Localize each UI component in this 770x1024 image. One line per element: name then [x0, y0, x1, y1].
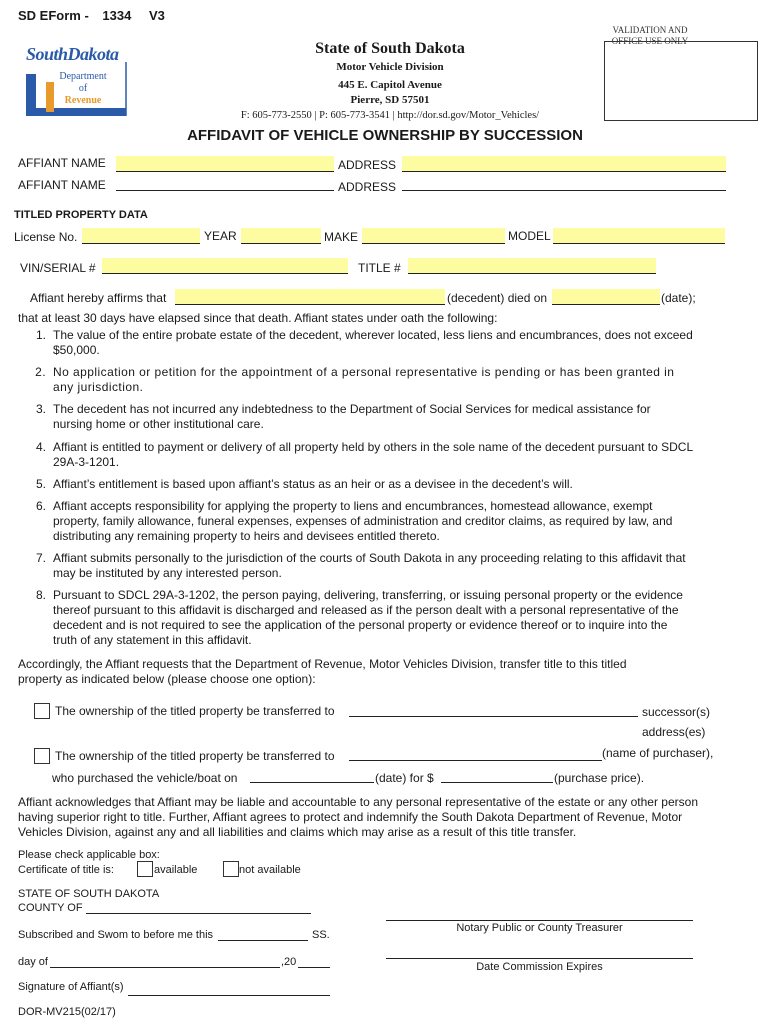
property-section-title: TITLED PROPERTY DATA [14, 209, 148, 221]
decedent-name-field[interactable] [175, 289, 445, 305]
statement-7-text: Affiant submits personally to the jurisdiction of the courts of South Dakota in any proceeding relating to this affidavit that may be instituted by any interested person. [53, 551, 686, 580]
certificate-label: Certificate of title is: [18, 864, 114, 876]
notary-state: STATE OF SOUTH DAKOTA [18, 888, 160, 900]
make-label: MAKE [324, 230, 359, 244]
form-prefix: SD EForm - [18, 8, 89, 23]
affiant-name-label-2: AFFIANT NAME [18, 178, 106, 192]
option-successor-text: The ownership of the titled property be transferred to [55, 704, 335, 718]
option-purchaser-text: The ownership of the titled property be transferred to [55, 749, 335, 763]
license-label: License No. [14, 230, 78, 244]
subscribed-day-field[interactable] [218, 940, 308, 941]
purchaser-label: (name of purchaser), [602, 746, 714, 760]
vin-field[interactable] [102, 258, 348, 274]
logo-dept-line1: Department [59, 71, 107, 82]
commission-label: Date Commission Expires [476, 961, 603, 973]
acknowledgement-text: Affiant acknowledges that Affiant may be liable and accountable to any personal representative of the estate or any other person having superior right to title. Further, Affiant agrees to protect and indemnify the South Dakota Department of Revenue, Motor Vehicles Division, against any and all liabilities and claims which may arise as a result of this title transfer. [18, 795, 698, 839]
contact-line: F: 605-773-2550 | P: 605-773-3541 | http://dor.sd.gov/Motor_Vehicles/ [240, 110, 540, 121]
statement-2-number: 2. [35, 365, 46, 379]
statement-3-text: The decedent has not incurred any indebtedness to the Department of Social Services for medical assistance for nursing home or other institutional care. [53, 402, 651, 431]
statement-6-text: Affiant accepts responsibility for applying the property to liens and encumbrances, homestead allowance, exempt property, family allowance, funeral expenses, expenses of administration and creditor claims, as required by law, and distributing any remaining property to heirs and devisees entitled thereto. [53, 499, 673, 543]
statement-5-number: 5. [35, 477, 46, 491]
division-name: Motor Vehicle Division [336, 61, 444, 73]
purchase-price-label: (purchase price). [554, 771, 645, 785]
notary-label: Notary Public or County Treasurer [456, 922, 623, 934]
address-field-2[interactable] [402, 190, 726, 191]
statement-8-number: 8. [35, 588, 46, 602]
death-date-field[interactable] [552, 289, 660, 305]
validation-label-line1: VALIDATION AND [612, 25, 688, 35]
affiant-name-field-1[interactable] [116, 156, 334, 172]
statement-7-number: 7. [35, 551, 46, 565]
statement-8-text: Pursuant to SDCL 29A-3-1202, the person paying, delivering, transferring, or issuing personal property or the evidence thereof pursuant to this affidavit is discharged and released as if the person dealt with a personal representative of the decedent and is not required to see the application of the personal property or evidence thereof or to inquire into the truth of any statement in this affidavit. [53, 588, 683, 647]
make-field[interactable] [362, 228, 505, 244]
form-title: AFFIDAVIT OF VEHICLE OWNERSHIP BY SUCCESSION [187, 127, 583, 144]
form-code: DOR-MV215(02/17) [18, 1006, 116, 1018]
form-number: 1334 [102, 8, 132, 23]
division-city: Pierre, SD 57501 [350, 94, 430, 106]
logo-wordmark: SouthDakota [26, 44, 119, 64]
license-field[interactable] [82, 228, 200, 244]
statement-3-number: 3. [35, 402, 46, 416]
statement-4-text: Affiant is entitled to payment or delivery of all property held by others in the sole name of the decedent pursuant to SDCL 29A-3-1201. [53, 440, 693, 469]
address-label-1: ADDRESS [338, 158, 397, 172]
certificate-not-available-checkbox[interactable] [223, 861, 239, 877]
statement-1-number: 1. [35, 328, 46, 342]
address-es-label: address(es) [642, 725, 706, 739]
form-id [18, 8, 165, 23]
purchase-date-field[interactable] [250, 782, 374, 783]
ss-label: SS. [312, 929, 330, 941]
affirmation-line2: that at least 30 days have elapsed since that death. Affiant states under oath the following: [18, 311, 498, 325]
signature-field[interactable] [128, 995, 330, 996]
certificate-available-label: available [154, 864, 198, 876]
request-text: Accordingly, the Affiant requests that the Department of Revenue, Motor Vehicles Division, transfer title to this titled property as indicated below (please choose one option): [18, 657, 627, 686]
successor-label: successor(s) [642, 705, 711, 719]
statement-6-number: 6. [35, 499, 46, 513]
affiant-name-label-1: AFFIANT NAME [18, 156, 106, 170]
county-field[interactable] [86, 913, 311, 914]
logo-dept-line3: Revenue [64, 95, 102, 106]
signature-label: Signature of Affiant(s) [18, 981, 124, 993]
commission-line[interactable] [386, 958, 693, 959]
address-label-2: ADDRESS [338, 180, 397, 194]
vin-label: VIN/SERIAL # [20, 261, 96, 275]
logo-dept-line2: of [78, 83, 88, 94]
option-successor-checkbox[interactable] [34, 703, 50, 719]
successor-name-field[interactable] [349, 716, 638, 717]
date-label: (date); [661, 291, 696, 305]
day-of-month-field[interactable] [50, 967, 280, 968]
statement-2-text: No application or petition for the appointment of a personal representative is pending or has been granted in any jurisdiction. [53, 365, 675, 394]
logo-department-text [50, 71, 116, 107]
affiant-name-field-2[interactable] [116, 190, 334, 191]
decedent-label: (decedent) died on [447, 291, 548, 305]
purchase-date-label: (date) for $ [375, 771, 434, 785]
title-label: TITLE # [358, 261, 401, 275]
purchase-prefix: who purchased the vehicle/boat on [52, 771, 238, 785]
office-use-box [604, 41, 758, 121]
certificate-instruction: Please check applicable box: [18, 849, 160, 861]
year-prefix-label: ,20 [281, 956, 297, 968]
notary-signature-line[interactable] [386, 920, 693, 921]
subscribed-label: Subscribed and Swom to before me this [18, 929, 214, 941]
certificate-available-checkbox[interactable] [137, 861, 153, 877]
model-label: MODEL [508, 229, 551, 243]
validation-label-line2: OFFICE USE ONLY [611, 36, 689, 46]
address-field-1[interactable] [402, 156, 726, 172]
option-purchaser-checkbox[interactable] [34, 748, 50, 764]
state-title: State of South Dakota [315, 40, 465, 57]
statement-1-text: The value of the entire probate estate of the decedent, wherever located, less liens and encumbrances, does not exceed $50,000. [53, 328, 693, 357]
year-label: YEAR [204, 229, 237, 243]
year-field[interactable] [241, 228, 321, 244]
statement-5-text: Affiant’s entitlement is based upon affiant’s status as an heir or as a devisee in the decedent’s will. [53, 477, 573, 491]
purchaser-name-field[interactable] [349, 760, 602, 761]
form-version: V3 [148, 8, 165, 23]
division-address: 445 E. Capitol Avenue [338, 79, 442, 91]
department-logo [22, 42, 130, 118]
purchase-price-field[interactable] [441, 782, 553, 783]
statement-4-number: 4. [35, 440, 46, 454]
notary-county-label: COUNTY OF [18, 902, 83, 914]
model-field[interactable] [553, 228, 725, 244]
certificate-not-available-label: not available [239, 864, 301, 876]
title-number-field[interactable] [408, 258, 656, 274]
affirmation-prefix: Affiant hereby affirms that [30, 291, 167, 305]
day-of-label: day of [18, 956, 48, 968]
notary-year-field[interactable] [298, 967, 330, 968]
